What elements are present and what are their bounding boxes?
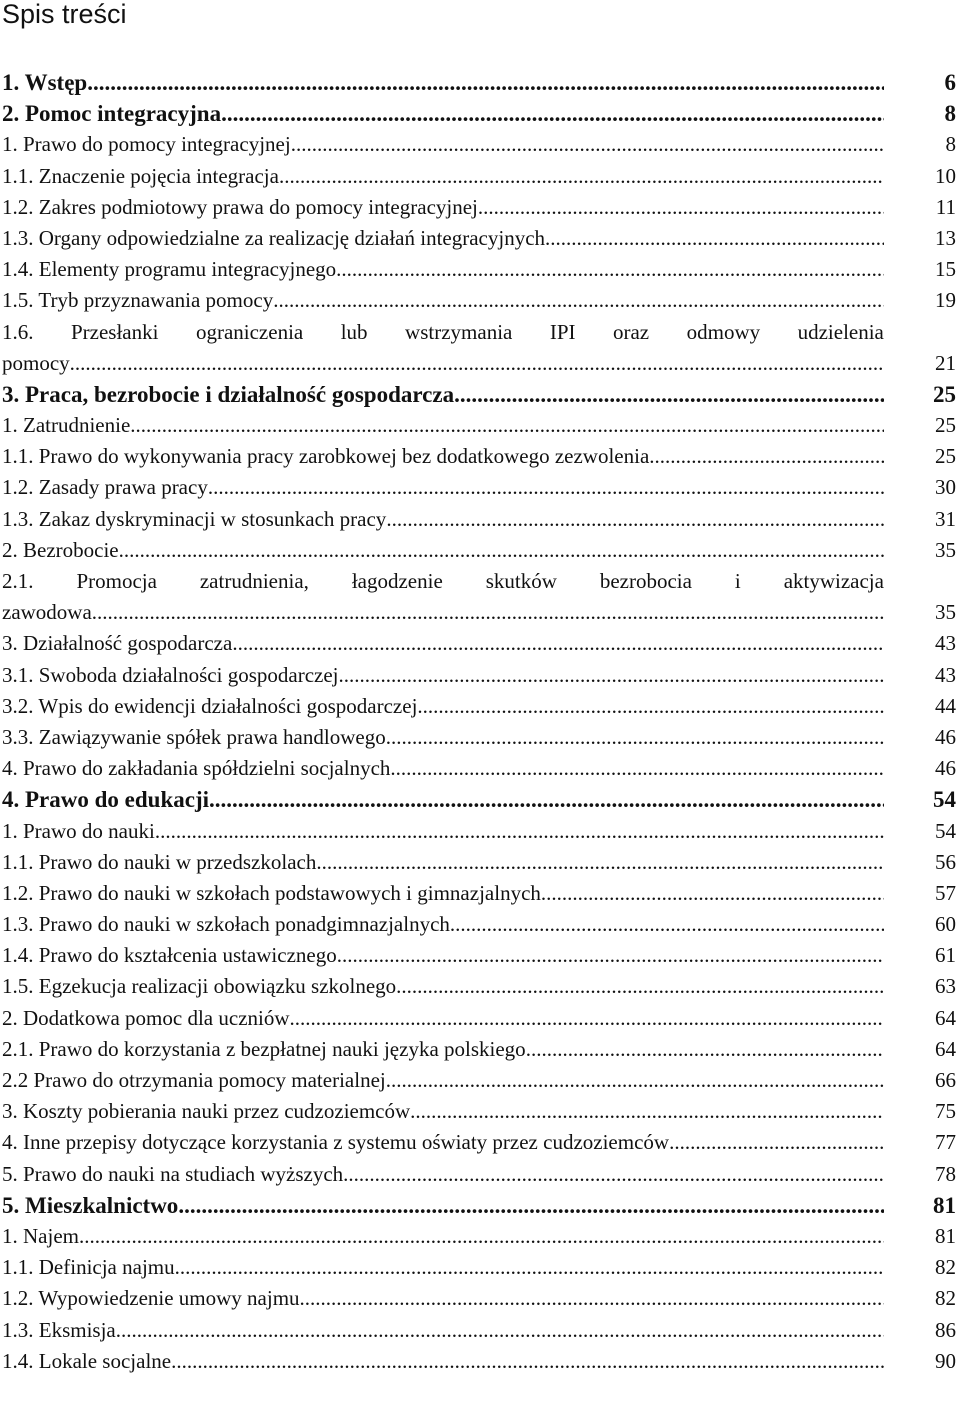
toc-entry-page-number: 35 [935, 537, 956, 562]
toc-entry-page-number: 77 [935, 1130, 956, 1155]
toc-entry[interactable] [0, 660, 960, 691]
toc-entry-label: 1. Prawo do nauki [2, 818, 155, 843]
toc-entry-leader [2, 1221, 884, 1252]
toc-chapter-entry[interactable] [0, 784, 960, 815]
toc-entry[interactable] [0, 472, 960, 503]
toc-entry-page-number: 64 [935, 1036, 956, 1061]
toc-entry-page-number: 19 [935, 288, 956, 313]
toc-entry-label-continuation: zawodowa [2, 600, 92, 625]
toc-entry[interactable] [0, 1127, 960, 1158]
dot-leader [171, 1346, 884, 1377]
toc-entry-leader [2, 722, 884, 753]
toc-entry-label: 5. Prawo do nauki na studiach wyższych [2, 1161, 344, 1186]
dot-leader [300, 1283, 884, 1314]
toc-entry-label: 1. Zatrudnienie [2, 413, 131, 438]
toc-entry[interactable] [0, 1096, 960, 1127]
toc-entry-leader [2, 1283, 884, 1314]
toc-entry-leader [2, 1315, 884, 1346]
toc-entry-leader [2, 129, 884, 160]
dot-leader [209, 784, 884, 815]
toc-entry-page-number: 82 [935, 1255, 956, 1280]
dot-leader [454, 379, 884, 410]
toc-entry-leader [2, 878, 884, 909]
toc-entry-label: 1.1. Znaczenie pojęcia integracja [2, 163, 279, 188]
toc-entry-label: 1.5. Egzekucja realizacji obowiązku szkolnego [2, 974, 397, 999]
toc-entry-label: 1.2. Wypowiedzenie umowy najmu [2, 1286, 300, 1311]
toc-entry-leader [2, 847, 884, 878]
dot-leader [386, 722, 884, 753]
toc-entry-page-number: 31 [935, 506, 956, 531]
dot-leader [175, 1252, 884, 1283]
toc-entry[interactable] [0, 816, 960, 847]
dot-leader [316, 847, 884, 878]
toc-entry[interactable] [0, 223, 960, 254]
toc-entry-leader [2, 254, 884, 285]
toc-entry-page-number: 81 [935, 1223, 956, 1248]
dot-leader [119, 535, 884, 566]
toc-entry-page-number: 90 [935, 1348, 956, 1373]
toc-entry-leader [2, 816, 884, 847]
toc-entry[interactable] [0, 566, 960, 628]
toc-entry[interactable] [0, 753, 960, 784]
dot-leader [130, 410, 884, 441]
toc-chapter-entry[interactable] [0, 379, 960, 410]
toc-chapter-entry[interactable] [0, 67, 960, 98]
toc-entry-label: 2.1. Promocja zatrudnienia, łagodzenie skutków bezrobocia i aktywizacja [2, 569, 884, 594]
toc-entry-label: 1.3. Zakaz dyskryminacji w stosunkach pracy [2, 506, 387, 531]
dot-leader [649, 441, 884, 472]
toc-entry-label: 1.2. Prawo do nauki w szkołach podstawowych i gimnazjalnych [2, 880, 541, 905]
toc-entry-leader [2, 1003, 884, 1034]
toc-entry-label: 1.2. Zakres podmiotowy prawa do pomocy integracyjnej [2, 194, 478, 219]
toc-entry-leader [2, 379, 884, 410]
dot-leader [273, 285, 884, 316]
dot-leader [526, 1034, 884, 1065]
toc-entry-page-number: 64 [935, 1005, 956, 1030]
toc-entry-leader [2, 441, 884, 472]
toc-entry-page-number: 82 [935, 1286, 956, 1311]
toc-entry-leader [2, 410, 884, 441]
toc-entry-page-number: 21 [935, 350, 956, 375]
toc-entry-page-number: 30 [935, 475, 956, 500]
dot-leader [478, 192, 884, 223]
toc-entry-page-number: 13 [935, 225, 956, 250]
toc-entry[interactable] [0, 535, 960, 566]
toc-entry-page-number: 60 [935, 912, 956, 937]
toc-entry-leader [2, 784, 884, 815]
toc-entry[interactable] [0, 1034, 960, 1065]
dot-leader [221, 98, 884, 129]
toc-entry-leader [2, 1096, 884, 1127]
toc-entry[interactable] [0, 909, 960, 940]
dot-leader [343, 1159, 884, 1190]
toc-entry[interactable] [0, 847, 960, 878]
toc-entry-page-number: 86 [935, 1317, 956, 1342]
toc-entry-label: 1.3. Organy odpowiedzialne za realizację działań integracyjnych [2, 225, 546, 250]
toc-entry-leader [2, 597, 884, 628]
toc-entry-page-number: 43 [935, 631, 956, 656]
toc-entry-label: 1.4. Elementy programu integracyjnego [2, 257, 337, 282]
dot-leader [178, 1190, 884, 1221]
toc-entry[interactable] [0, 878, 960, 909]
toc-entry-page-number: 54 [933, 787, 956, 813]
toc-entry-leader [2, 1346, 884, 1377]
toc-entry[interactable] [0, 1346, 960, 1377]
toc-entry-leader [2, 628, 884, 659]
toc-entry-label: 2.2 Prawo do otrzymania pomocy materialnej [2, 1068, 386, 1093]
dot-leader [232, 628, 884, 659]
dot-leader [337, 940, 884, 971]
dot-leader [92, 597, 884, 628]
toc-entry[interactable] [0, 129, 960, 160]
toc-entry-page-number: 15 [935, 257, 956, 282]
toc-entry[interactable] [0, 1003, 960, 1034]
toc-entry[interactable] [0, 691, 960, 722]
dot-leader [336, 254, 884, 285]
toc-entry-page-number: 25 [935, 413, 956, 438]
toc-entry[interactable] [0, 254, 960, 285]
toc-entry-leader [2, 1065, 884, 1096]
toc-entry-label: 3. Koszty pobierania nauki przez cudzoziemców [2, 1099, 411, 1124]
toc-entry[interactable] [0, 441, 960, 472]
toc-entry-label: 1.2. Zasady prawa pracy [2, 475, 208, 500]
dot-leader [450, 909, 884, 940]
toc-entry-label: 2. Dodatkowa pomoc dla uczniów [2, 1005, 290, 1030]
dot-leader [386, 504, 884, 535]
toc-entry-leader [2, 971, 884, 1002]
toc-entry[interactable] [0, 1221, 960, 1252]
toc-entry-page-number: 78 [935, 1161, 956, 1186]
toc-entry-page-number: 61 [935, 943, 956, 968]
toc-entry-page-number: 44 [935, 693, 956, 718]
toc-entry-label: 1.1. Prawo do nauki w przedszkolach [2, 849, 317, 874]
toc-entry-page-number: 25 [933, 381, 956, 407]
toc-entry-leader [2, 223, 884, 254]
toc-entry-label: 1. Prawo do pomocy integracyjnej [2, 132, 291, 157]
dot-leader [541, 878, 884, 909]
toc-entry[interactable] [0, 161, 960, 192]
toc-chapter-entry[interactable] [0, 98, 960, 129]
toc-entry-leader [2, 753, 884, 784]
toc-entry-leader [2, 660, 884, 691]
toc-entry-label: 1.3. Prawo do nauki w szkołach ponadgimnazjalnych [2, 912, 450, 937]
toc-entry-page-number: 11 [935, 194, 956, 219]
toc-entry-leader [2, 1034, 884, 1065]
toc-entry-label-continuation: pomocy [2, 350, 70, 375]
toc-entry-leader [2, 1127, 884, 1158]
toc-entry[interactable] [0, 317, 960, 379]
toc-entry-page-number: 63 [935, 974, 956, 999]
toc-entry-page-number: 6 [944, 70, 956, 95]
dot-leader [70, 348, 884, 379]
dot-leader [545, 223, 884, 254]
toc-entry-label: 4. Inne przepisy dotyczące korzystania z systemu oświaty przez cudzoziemców [2, 1130, 670, 1155]
toc-entry-page-number: 8 [944, 101, 956, 127]
toc-entry-label: 2. Bezrobocie [2, 537, 119, 562]
toc-entry-leader [2, 535, 884, 566]
toc-entry-label: 5. Mieszkalnictwo [2, 1192, 179, 1218]
toc-entry-leader [2, 1190, 884, 1221]
toc-entry-leader [2, 472, 884, 503]
toc-entry-page-number: 66 [935, 1068, 956, 1093]
toc-entry[interactable] [0, 192, 960, 223]
dot-leader [339, 660, 885, 691]
toc-entry-page-number: 46 [935, 724, 956, 749]
toc-entry-label: 1.4. Prawo do kształcenia ustawicznego [2, 943, 337, 968]
dot-leader [417, 691, 884, 722]
toc-entry-label: 2. Pomoc integracyjna [2, 101, 222, 127]
toc-entry[interactable] [0, 1065, 960, 1096]
toc-entry[interactable] [0, 1159, 960, 1190]
toc-entry[interactable] [0, 504, 960, 535]
dot-leader [279, 161, 884, 192]
toc-chapter-entry[interactable] [0, 1190, 960, 1221]
dot-leader [116, 1315, 884, 1346]
toc-entry[interactable] [0, 1252, 960, 1283]
dot-leader [390, 753, 884, 784]
dot-leader [291, 129, 884, 160]
toc-entry-label: 3.1. Swoboda działalności gospodarczej [2, 662, 339, 687]
toc-entry-leader [2, 285, 884, 316]
toc-entry-page-number: 75 [935, 1099, 956, 1124]
toc-entry[interactable] [0, 285, 960, 316]
toc-entry-page-number: 25 [935, 444, 956, 469]
toc-entry-leader [2, 161, 884, 192]
dot-leader [410, 1096, 884, 1127]
toc-entry-label: 2.1. Prawo do korzystania z bezpłatnej nauki języka polskiego [2, 1036, 526, 1061]
toc-entry-label: 1.6. Przesłanki ograniczenia lub wstrzymania IPI oraz odmowy udzielenia [2, 319, 884, 344]
toc-entry-label: 3. Działalność gospodarcza [2, 631, 233, 656]
dot-leader [386, 1065, 884, 1096]
toc-entry-leader [2, 909, 884, 940]
toc-entry-label: 3.2. Wpis do ewidencji działalności gospodarczej [2, 693, 418, 718]
toc-entry-leader [2, 1159, 884, 1190]
toc-entry-label: 4. Prawo do zakładania spółdzielni socjalnych [2, 756, 391, 781]
toc-entry-page-number: 54 [935, 818, 956, 843]
toc-entry-leader [2, 67, 884, 98]
toc-entry-leader [2, 691, 884, 722]
toc-entry-label: 1.5. Tryb przyznawania pomocy [2, 288, 274, 313]
toc-entry[interactable] [0, 940, 960, 971]
toc-entry-page-number: 81 [933, 1192, 956, 1218]
toc-entry-label: 1. Wstęp [2, 70, 88, 95]
toc-entry-page-number: 57 [935, 880, 956, 905]
toc-title: Spis treści [2, 0, 127, 29]
dot-leader [396, 971, 884, 1002]
toc-entry[interactable] [0, 410, 960, 441]
toc-entry-leader [2, 348, 884, 379]
toc-entry-label: 1.4. Lokale socjalne [2, 1348, 172, 1373]
toc-entry[interactable] [0, 1315, 960, 1346]
toc-entry-page-number: 43 [935, 662, 956, 687]
toc-entry[interactable] [0, 722, 960, 753]
toc-entry[interactable] [0, 628, 960, 659]
dot-leader [155, 816, 884, 847]
dot-leader [87, 67, 884, 98]
toc-entry-leader [2, 192, 884, 223]
toc-list [0, 67, 960, 1377]
toc-entry-page-number: 35 [935, 600, 956, 625]
toc-entry-label: 3. Praca, bezrobocie i działalność gospodarcza [2, 381, 455, 407]
toc-entry-label: 1. Najem [2, 1223, 79, 1248]
toc-entry-page-number: 46 [935, 756, 956, 781]
dot-leader [669, 1127, 884, 1158]
toc-entry-label: 3.3. Zawiązywanie spółek prawa handlowego [2, 724, 386, 749]
toc-entry-page-number: 8 [945, 132, 956, 157]
toc-entry-label: 1.3. Eksmisja [2, 1317, 116, 1342]
toc-entry-label: 1.1. Definicja najmu [2, 1255, 175, 1280]
dot-leader [79, 1221, 884, 1252]
toc-entry-page-number: 56 [935, 849, 956, 874]
toc-entry-page-number: 10 [935, 163, 956, 188]
dot-leader [208, 472, 884, 503]
toc-entry-label: 4. Prawo do edukacji [2, 787, 209, 813]
dot-leader [290, 1003, 884, 1034]
toc-entry-leader [2, 1252, 884, 1283]
toc-entry[interactable] [0, 1283, 960, 1314]
toc-entry[interactable] [0, 971, 960, 1002]
toc-entry-label: 1.1. Prawo do wykonywania pracy zarobkowej bez dodatkowego zezwolenia [2, 444, 650, 469]
toc-entry-leader [2, 504, 884, 535]
toc-entry-leader [2, 940, 884, 971]
toc-entry-leader [2, 98, 884, 129]
